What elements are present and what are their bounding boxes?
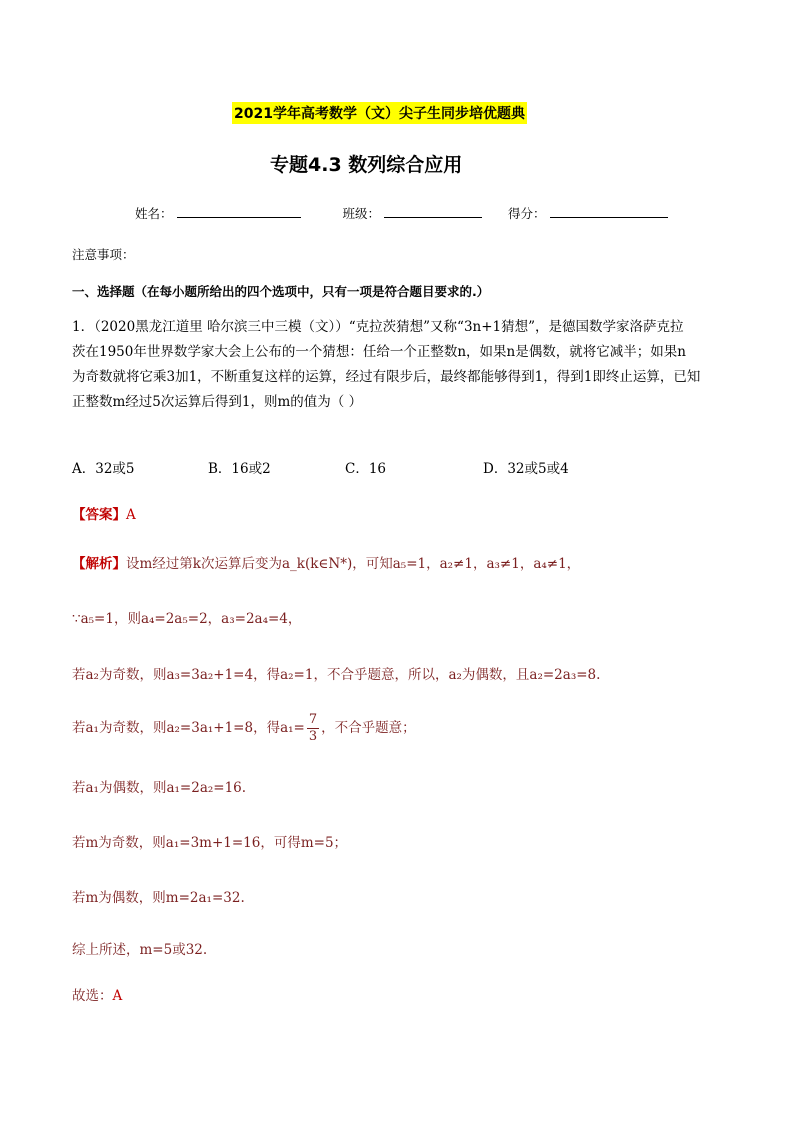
analysis-line-7: 若m为偶数，则m=2a₁=32. — [72, 890, 245, 906]
analysis-line-8: 综上所述，m=5或32. — [72, 942, 208, 958]
option-b: B．16或2 — [208, 461, 271, 477]
choice-label: 故选： — [72, 988, 113, 1004]
analysis-line-2: ∵a₅=1，则a₄=2a₅=2，a₃=2a₄=4， — [72, 611, 302, 627]
class-label: 班级： — [342, 206, 381, 221]
option-c: C．16 — [345, 461, 387, 477]
answer-label: 【答案】 — [72, 507, 126, 523]
choice-value: A — [112, 988, 123, 1004]
option-d: D．32或5或4 — [483, 461, 569, 477]
analysis-line-3: 若a₂为奇数，则a₃=3a₂+1=4，得a₂=1，不合乎题意，所以，a₂为偶数，且a₂=2a₃=8. — [72, 667, 601, 683]
option-a: A．32或5 — [72, 461, 135, 477]
analysis-text: ，不合乎题意； — [321, 720, 416, 736]
topic-title: 专题4.3 数列综合应用 — [270, 154, 463, 176]
analysis-line-6: 若m为奇数，则a₁=3m+1=16，可得m=5； — [72, 835, 348, 851]
name-field[interactable] — [177, 205, 301, 218]
section-heading: 一、选择题（在每小题所给出的四个选项中，只有一项是符合题目要求的.） — [72, 284, 490, 299]
analysis-line-1 — [72, 552, 580, 577]
info-fields — [135, 204, 668, 222]
answer-line — [72, 503, 136, 528]
score-field[interactable] — [550, 205, 668, 218]
analysis-line-4 — [72, 712, 416, 745]
analysis-text: 若a₁为奇数，则a₂=3a₁+1=8，得a₁= — [72, 720, 305, 736]
analysis-line-5: 若a₁为偶数，则a₁=2a₂=16. — [72, 780, 247, 796]
analysis-line-9 — [72, 984, 122, 1009]
fraction-denominator: 3 — [308, 729, 318, 744]
answer-value: A — [126, 507, 136, 523]
question-line: 茨在1950年世界数学家大会上公布的一个猜想：任给一个正整数n，如果n是偶数，就将它减半；如果n — [72, 344, 686, 360]
question-line: 正整数m经过5次运算后得到1，则m的值为（ ） — [72, 394, 363, 410]
question-line: 为奇数就将它乘3加1，不断重复这样的运算，经过有限步后，最终都能够得到1，得到1即终止运算，已知 — [72, 369, 701, 385]
question-line: 1．（2020黑龙江道里 哈尔滨三中三模（文））“克拉茨猜想”又称“3n+1猜想”，是德国数学家洛萨克拉 — [72, 319, 684, 335]
name-label: 姓名： — [135, 206, 173, 221]
question-1 — [72, 315, 700, 415]
notice-heading: 注意事项： — [72, 247, 135, 262]
analysis-label: 【解析】 — [72, 556, 126, 572]
fraction-numerator: 7 — [308, 712, 318, 727]
class-field[interactable] — [384, 205, 482, 218]
analysis-text: 设m经过第k次运算后变为a_k(k∈N*)，可知a₅=1，a₂≠1，a₃≠1，a₄≠1， — [126, 556, 581, 572]
fraction — [307, 712, 319, 745]
score-label: 得分： — [508, 206, 546, 221]
series-title: 2021学年高考数学（文）尖子生同步培优题典 — [232, 102, 527, 124]
